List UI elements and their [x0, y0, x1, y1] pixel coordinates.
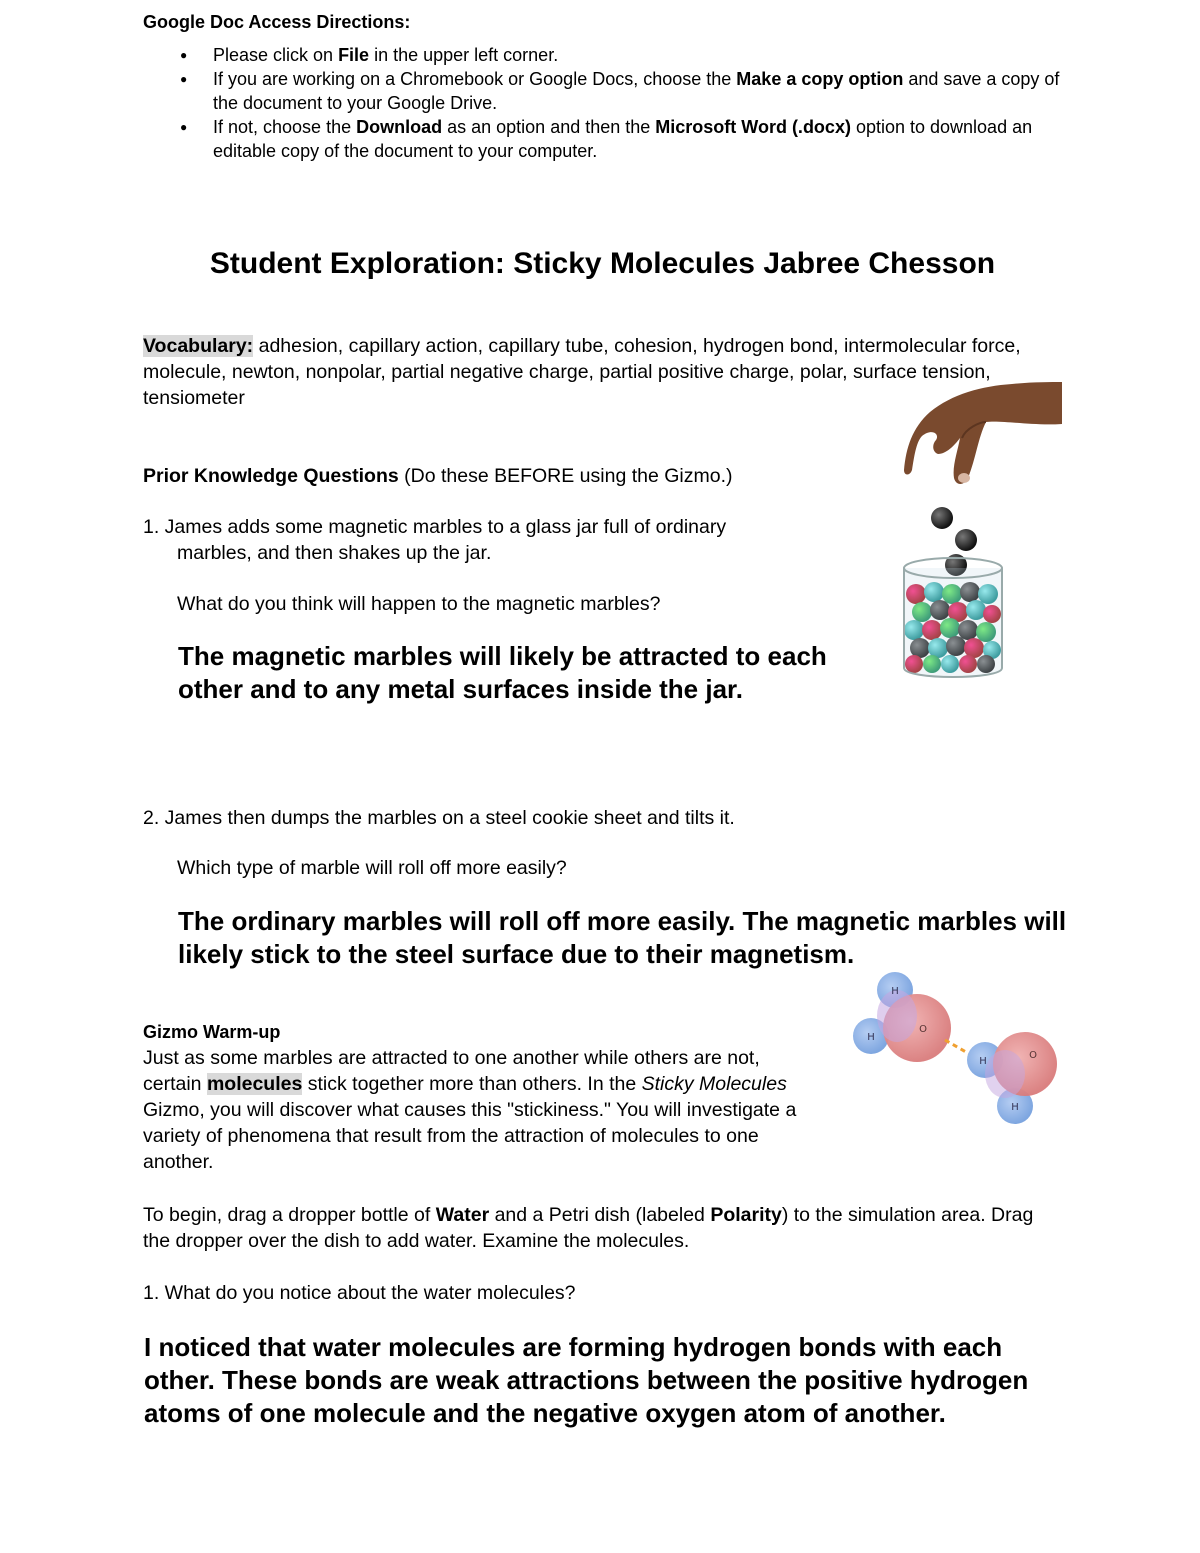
directions-heading: Google Doc Access Directions: [143, 12, 411, 32]
directions-bold-text: File [338, 45, 370, 65]
directions-text: and save a copy of the document to your Google Drive. [213, 69, 1060, 113]
vocabulary-label: Vocabulary: [143, 335, 254, 357]
question-2-prompt: Which type of marble will roll off more easily? [177, 857, 567, 879]
hydrogen-label: H [891, 986, 899, 997]
prior-knowledge-heading: Prior Knowledge Questions [143, 465, 399, 487]
bullet-icon: ● [180, 72, 188, 86]
directions-bold-text: Microsoft Word (.docx) [655, 117, 851, 137]
directions-item-3 [143, 115, 1073, 163]
warmup-text: Just as some marbles are attracted to one another while others are not, certain [143, 1047, 760, 1095]
hand-image [902, 378, 1064, 488]
warmup-text: ) to the simulation area. Drag the dropper over the dish to add water. Examine the molecules. [143, 1204, 1034, 1252]
warmup-paragraph-2 [143, 1202, 1043, 1254]
directions-text: as an option and then the [442, 117, 656, 137]
answer-1: The magnetic marbles will likely be attracted to each other and to any metal surfaces inside the jar. [178, 641, 827, 704]
prior-knowledge-heading-line [143, 463, 733, 489]
warmup-question-1: 1. What do you notice about the water molecules? [143, 1282, 576, 1304]
directions-item-2 [143, 67, 1073, 115]
question-1-line2: marbles, and then shakes up the jar. [177, 542, 492, 564]
directions-item-text [213, 45, 558, 65]
question-1-prompt: What do you think will happen to the magnetic marbles? [177, 593, 661, 615]
warmup-text: stick together more than others. In the [302, 1073, 642, 1095]
directions-item-1 [143, 43, 1073, 67]
directions-text: option to download an editable copy of the document to your computer. [213, 117, 1033, 161]
answer-2: The ordinary marbles will roll off more easily. The magnetic marbles will likely stick to the steel surface due to their magnetism. [178, 906, 1067, 969]
directions-text: If not, choose the [213, 117, 357, 137]
page-title: Student Exploration: Sticky Molecules Jabree Chesson [209, 247, 996, 280]
directions-bold-text: Download [356, 117, 443, 137]
directions-text: Please click on [213, 45, 339, 65]
question-2: 2. James then dumps the marbles on a steel cookie sheet and tilts it. [143, 807, 735, 829]
prior-knowledge-note: (Do these BEFORE using the Gizmo.) [398, 465, 733, 487]
vocabulary-terms: adhesion, capillary action, capillary tube, cohesion, hydrogen bond, intermolecular force, molecule, newton, nonpolar, partial negative charge, partial positive charge, polar, surface tension, tensiometer [143, 335, 1021, 409]
molecules-term: molecules [206, 1073, 303, 1095]
warmup-heading: Gizmo Warm-up [143, 1022, 281, 1042]
warmup-text: Gizmo, you will discover what causes this "stickiness." You will investigate a variety of phenomena that result from the attraction of molecules to one another. [143, 1099, 797, 1173]
water-term: Water [435, 1204, 490, 1226]
directions-bold-text: Make a copy option [736, 69, 904, 89]
directions-item-text [213, 69, 1059, 113]
warmup-text: To begin, drag a dropper bottle of [143, 1204, 436, 1226]
bullet-icon: ● [180, 120, 188, 134]
warmup-answer-1: I noticed that water molecules are forming hydrogen bonds with each other. These bonds are weak attractions between the positive hydrogen atoms of one molecule and the negative oxygen atom of another. [144, 1332, 1029, 1428]
warmup-paragraph-1 [143, 1045, 815, 1175]
directions-list [143, 43, 1073, 163]
hydrogen-label: H [979, 1056, 987, 1067]
hydrogen-label: H [867, 1032, 875, 1043]
directions-text: in the upper left corner. [369, 45, 559, 65]
warmup-text: and a Petri dish (labeled [489, 1204, 711, 1226]
bullet-icon: ● [180, 48, 188, 62]
marble-jar-image [898, 500, 1010, 685]
water-molecules-image [845, 970, 1065, 1130]
polarity-term: Polarity [710, 1204, 782, 1226]
question-1-line1: 1. James adds some magnetic marbles to a glass jar full of ordinary [143, 516, 727, 538]
hydrogen-label: H [1011, 1102, 1019, 1113]
gizmo-name: Sticky Molecules [641, 1073, 787, 1095]
oxygen-label: O [919, 1024, 927, 1035]
directions-item-text [213, 117, 1032, 161]
directions-text: If you are working on a Chromebook or Google Docs, choose the [213, 69, 737, 89]
oxygen-label: O [1029, 1050, 1037, 1061]
